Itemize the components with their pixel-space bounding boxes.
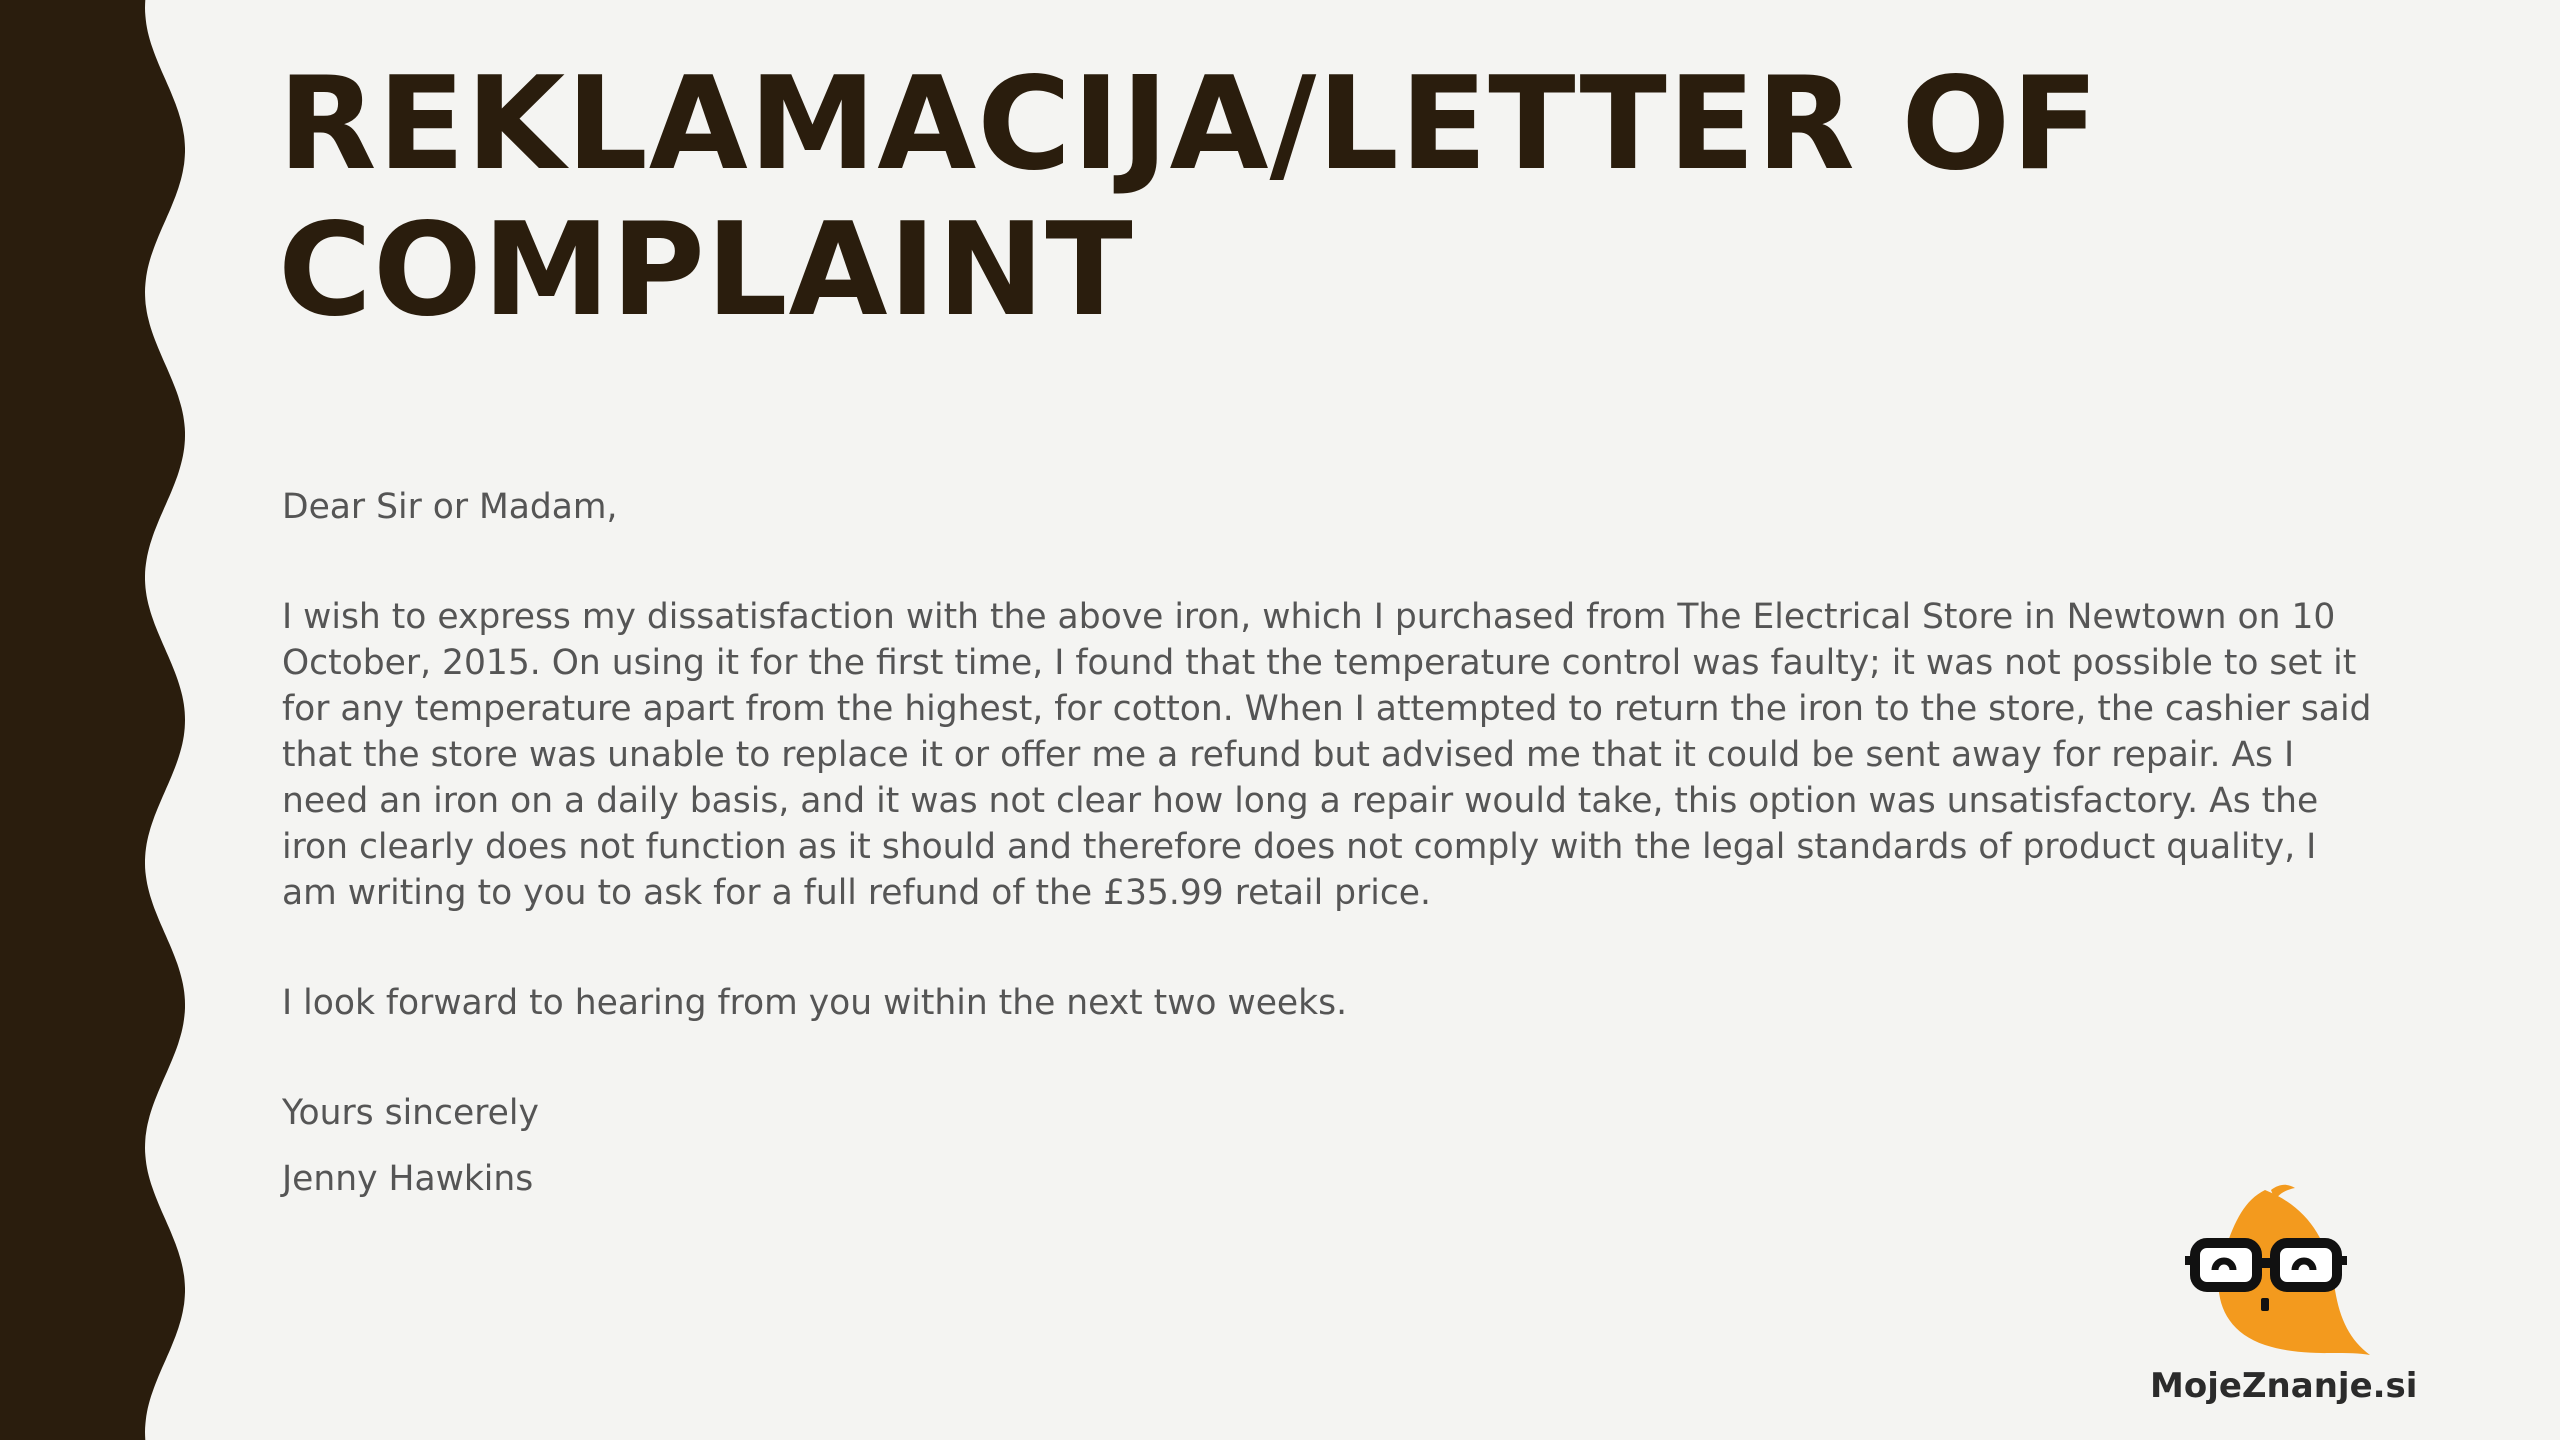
letter-signoff: Yours sincerely xyxy=(282,1093,539,1133)
letter-paragraph-main: I wish to express my dissatisfaction with the above iron, which I purchased from The Electrical Store in Newtown on 10 October, 2015. On using it for the first time, I found that the temperature control was faulty; it was not possible to set it for any temperature apart from the highest, for cotton. When I attempted to return the iron to the store, the cashier said that the store was unable to replace it or offer me a refund but advised me that it could be sent away for repair. As I need an iron on a daily basis, and it was not clear how long a repair would take, this option was unsatisfactory. As the iron clearly does not function as it should and therefore does not comply with the legal standards of product quality, I am writing to you to ask for a full refund of the £35.99 retail price. xyxy=(282,597,2372,913)
owl-with-glasses-icon xyxy=(2175,1180,2385,1370)
letter-paragraph-closing: I look forward to hearing from you within the next two weeks. xyxy=(282,983,1348,1023)
right-accent-bar xyxy=(2500,0,2560,1440)
slide-title: REKLAMACIJA/LETTER OF COMPLAINT xyxy=(278,50,2100,345)
mojeznanje-logo xyxy=(2150,1180,2418,1410)
left-wave-band xyxy=(0,0,200,1440)
letter-signature: Jenny Hawkins xyxy=(282,1159,534,1199)
logo-text: MojeZnanje.si xyxy=(2150,1366,2418,1406)
letter-salutation: Dear Sir or Madam, xyxy=(282,487,618,527)
letter-body xyxy=(282,484,2382,1202)
